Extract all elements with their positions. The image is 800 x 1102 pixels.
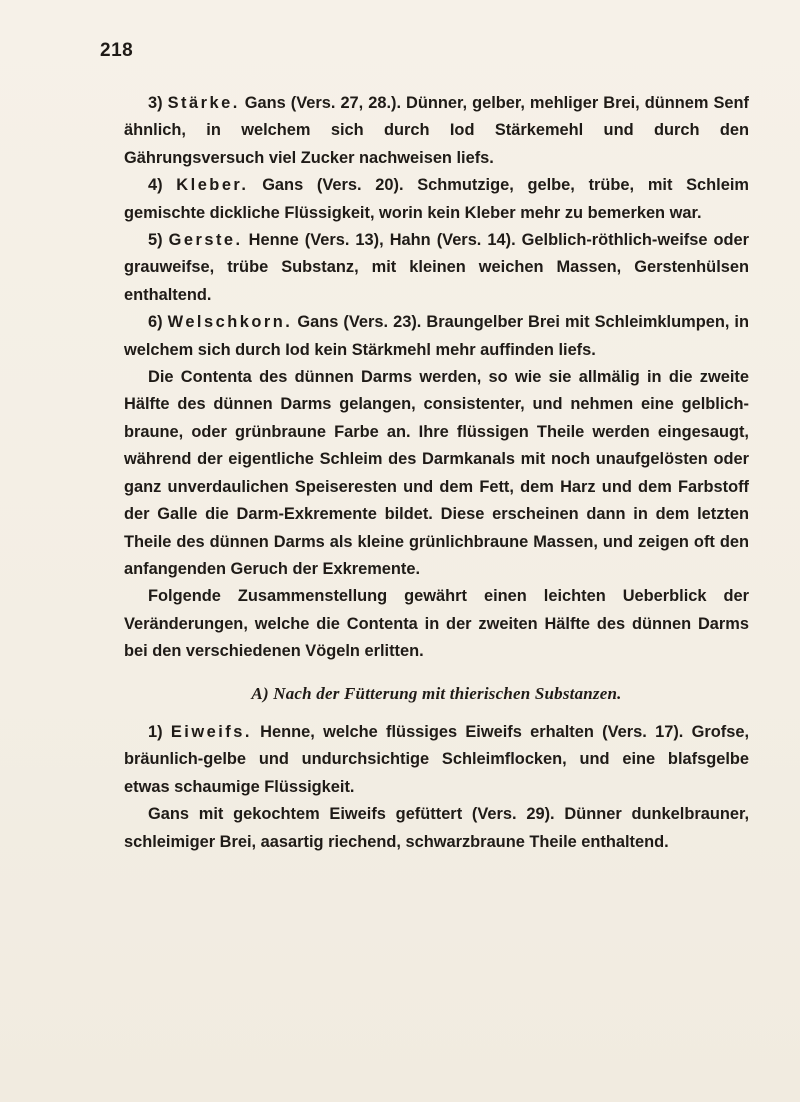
item-text: Henne, welche flüssiges Eiweifs erhalten (Vers. 17). Grofse, bräunlich-gelbe und undurchsichtige Schleimflocken, und eine blafsgelbe etwas schaumige Flüssigkeit. [124,722,749,796]
section-heading: A) Nach der Fütterung mit thierischen Substanzen. [251,683,622,703]
item-number: 6) [148,313,168,332]
item-text: Henne (Vers. 13), Hahn (Vers. 14). Gelblich-röthlich-weifse oder grauweifse, trübe Substanz, mit kleinen weichen Massen, Gerstenhülsen enthaltend. [124,231,749,304]
item-number: 1) [148,722,171,741]
paragraph-eiweifs [124,719,749,801]
item-text: Gans (Vers. 20). Schmutzige, gelbe, trübe, mit Schleim gemischte dickliche Flüssigkeit, worin kein Kleber mehr zu bemerken war. [124,176,749,222]
item-number: 4) [148,176,177,195]
item-keyword: Eiweifs. [170,722,252,741]
paragraph-starke [124,90,749,172]
paragraph-gans-eiweifs: Gans mit gekochtem Eiweifs gefüttert (Vers. 29). Dünner dunkelbrauner, schleimiger Brei, aasartig riechend, schwarzbraune Theile enthaltend. [124,805,749,851]
item-text: Gans (Vers. 27, 28.). Dünner, gelber, mehliger Brei, dünnem Senf ähnlich, in welchem sich durch Iod Stärkemehl und durch den Gährungsversuch viel Zucker nachweisen liefs. [124,94,749,167]
page-number: 218 [100,40,134,61]
paragraph-gerste [124,227,749,309]
item-number: 5) [148,231,169,250]
paragraph-welschkorn [124,309,749,364]
paragraph-contenta: Die Contenta des dünnen Darms werden, so wie sie allmälig in die zweite Hälfte des dünnen Darms gelangen, consistenter, und nehmen eine gelblich-braune, oder grünbraune Farbe an. Ihre flüssigen Theile werden eingesaugt, während der eigentliche Schleim des Darmkanals mit noch unaufgelösten oder ganz unverdaulichen Speiseresten und dem Fett, dem Harz und dem Farbstoff der Galle die Darm-Exkremente bildet. Diese erscheinen dann in dem letzten Theile des dünnen Darms als kleine grünlichbraune Massen, und zeigen oft den anfangenden Geruch der Exkremente. [124,368,749,578]
item-text: Gans (Vers. 23). Braungelber Brei mit Schleimklumpen, in welchem sich durch Iod kein Stärkmehl mehr auffinden liefs. [124,313,750,359]
paragraph-folgende: Folgende Zusammenstellung gewährt einen leichten Ueberblick der Veränderungen, welche die Contenta in der zweiten Hälfte des dünnen Darms bei den verschiedenen Vögeln erlitten. [124,587,749,661]
item-keyword: Stärke. [167,94,240,112]
body-text [124,90,749,856]
item-keyword: Welschkorn. [167,313,293,332]
item-keyword: Kleber. [176,176,249,195]
item-number: 3) [148,94,168,112]
item-keyword: Gerste. [168,231,243,250]
paragraph-kleber [124,172,749,227]
